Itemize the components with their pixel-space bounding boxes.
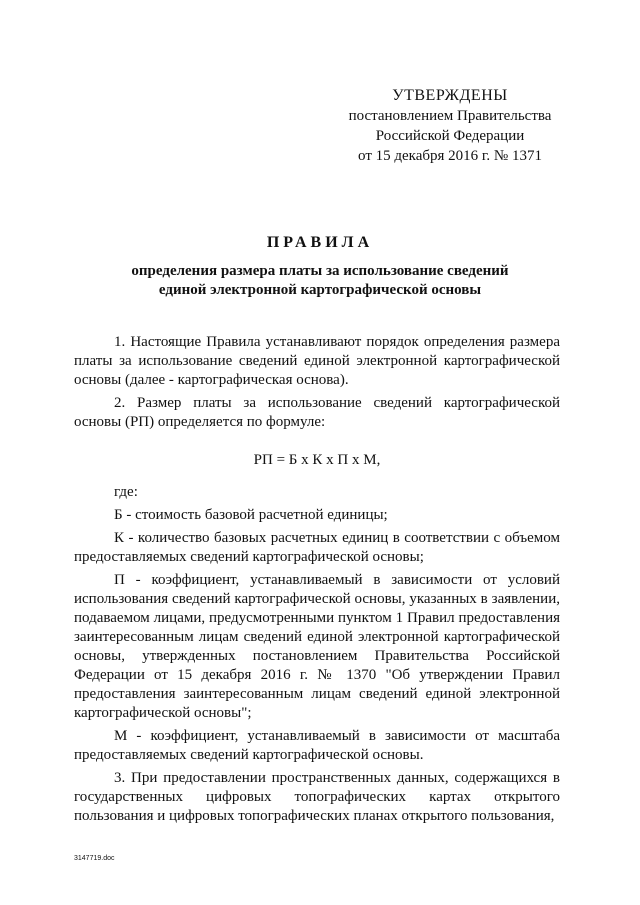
approval-line-2: Российской Федерации — [375, 128, 525, 144]
approval-line-3: от 15 декабря 2016 г. № 1371 — [358, 148, 542, 164]
document-title: ПРАВИЛА — [266, 234, 374, 251]
definition-p: П - коэффициент, устанавливаемый в зависимости от условий использования сведений картографической основы, указанных в заявлении, подаваемом лицами, предусмотренными пунктом 1 Правил предоставления заинтересованным лицам сведений единой электронной картографической основы, утвержденных постановлением Правительства Российской Федерации от 15 декабря 2016 г. № 1370 "Об утверждении Правил предоставления заинтересованным лицам сведений единой электронной картографической основы"; — [74, 572, 560, 721]
formula: РП = Б x К x П x М, — [253, 452, 381, 468]
paragraph-1: 1. Настоящие Правила устанавливают порядок определения размера платы за использование сведений единой электронной картографической основы (далее - картографическая основа). — [74, 334, 560, 388]
definition-b: Б - стоимость базовой расчетной единицы; — [114, 507, 388, 523]
subtitle-line-2: единой электронной картографической основы — [158, 282, 482, 298]
approval-line-1: постановлением Правительства — [348, 108, 552, 124]
approval-block — [340, 86, 560, 166]
paragraph-2: 2. Размер платы за использование сведений картографической основы (РП) определяется по формуле: — [74, 395, 560, 430]
definition-k: К - количество базовых расчетных единиц в соответствии с объемом предоставляемых сведений картографической основы; — [74, 530, 560, 565]
approval-title: УТВЕРЖДЕНЫ — [392, 87, 508, 104]
definition-m: М - коэффициент, устанавливаемый в зависимости от масштаба предоставляемых сведений картографической основы. — [74, 728, 560, 763]
subtitle-line-1: определения размера платы за использование сведений — [131, 263, 509, 279]
document-body — [74, 333, 560, 826]
footer-filename: 3147719.doc — [74, 855, 115, 862]
document-subtitle — [100, 262, 540, 300]
paragraph-3: 3. При предоставлении пространственных данных, содержащихся в государственных цифровых топографических картах открытого пользования и цифровых топографических планах открытого пользования, — [74, 770, 560, 824]
where-label: где: — [114, 484, 138, 500]
